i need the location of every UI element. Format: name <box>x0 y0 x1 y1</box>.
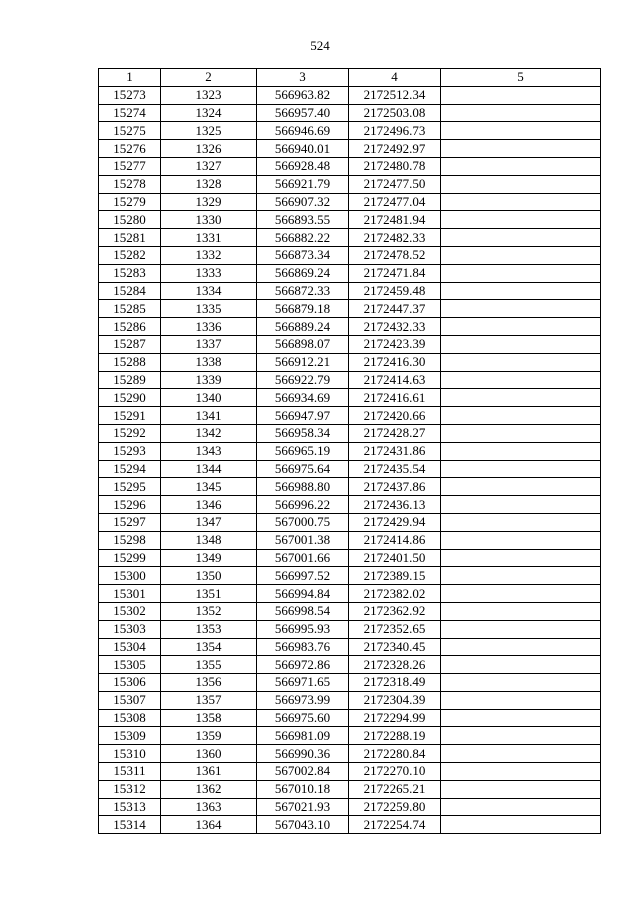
x-coordinate-cell: 566922.79 <box>257 371 349 389</box>
table-row <box>99 300 601 318</box>
x-coordinate-cell: 567002.84 <box>257 763 349 781</box>
point-number-cell: 1351 <box>161 585 257 603</box>
x-coordinate-cell: 566997.52 <box>257 567 349 585</box>
note-cell <box>441 745 601 763</box>
point-number-cell: 1349 <box>161 549 257 567</box>
table-row <box>99 229 601 247</box>
x-coordinate-cell: 566872.33 <box>257 282 349 300</box>
note-cell <box>441 211 601 229</box>
y-coordinate-cell: 2172477.04 <box>349 193 441 211</box>
note-cell <box>441 460 601 478</box>
point-number-cell: 1353 <box>161 620 257 638</box>
x-coordinate-cell: 566869.24 <box>257 264 349 282</box>
y-coordinate-cell: 2172340.45 <box>349 638 441 656</box>
x-coordinate-cell: 566998.54 <box>257 602 349 620</box>
point-number-cell: 1347 <box>161 513 257 531</box>
header-row <box>99 69 601 87</box>
point-number-cell: 1346 <box>161 496 257 514</box>
point-number-cell: 1356 <box>161 674 257 692</box>
x-coordinate-cell: 566947.97 <box>257 407 349 425</box>
note-cell <box>441 157 601 175</box>
row-number-cell: 15276 <box>99 140 161 158</box>
y-coordinate-cell: 2172477.50 <box>349 175 441 193</box>
x-coordinate-cell: 567010.18 <box>257 780 349 798</box>
table-row <box>99 727 601 745</box>
row-number-cell: 15275 <box>99 122 161 140</box>
x-coordinate-cell: 567001.38 <box>257 531 349 549</box>
note-cell <box>441 585 601 603</box>
note-cell <box>441 602 601 620</box>
note-cell <box>441 709 601 727</box>
note-cell <box>441 282 601 300</box>
table-row <box>99 353 601 371</box>
y-coordinate-cell: 2172431.86 <box>349 442 441 460</box>
point-number-cell: 1337 <box>161 335 257 353</box>
y-coordinate-cell: 2172428.27 <box>349 424 441 442</box>
x-coordinate-cell: 566965.19 <box>257 442 349 460</box>
note-cell <box>441 549 601 567</box>
x-coordinate-cell: 566963.82 <box>257 86 349 104</box>
row-number-cell: 15282 <box>99 246 161 264</box>
note-cell <box>441 816 601 834</box>
table-row <box>99 745 601 763</box>
y-coordinate-cell: 2172265.21 <box>349 780 441 798</box>
table-row <box>99 193 601 211</box>
x-coordinate-cell: 566990.36 <box>257 745 349 763</box>
y-coordinate-cell: 2172304.39 <box>349 691 441 709</box>
table-row <box>99 104 601 122</box>
table-row <box>99 638 601 656</box>
x-coordinate-cell: 566981.09 <box>257 727 349 745</box>
x-coordinate-cell: 566921.79 <box>257 175 349 193</box>
row-number-cell: 15291 <box>99 407 161 425</box>
y-coordinate-cell: 2172478.52 <box>349 246 441 264</box>
point-number-cell: 1345 <box>161 478 257 496</box>
point-number-cell: 1359 <box>161 727 257 745</box>
table-row <box>99 602 601 620</box>
note-cell <box>441 727 601 745</box>
table-row <box>99 691 601 709</box>
note-cell <box>441 140 601 158</box>
row-number-cell: 15277 <box>99 157 161 175</box>
y-coordinate-cell: 2172414.86 <box>349 531 441 549</box>
row-number-cell: 15300 <box>99 567 161 585</box>
note-cell <box>441 264 601 282</box>
point-number-cell: 1340 <box>161 389 257 407</box>
y-coordinate-cell: 2172318.49 <box>349 674 441 692</box>
note-cell <box>441 496 601 514</box>
row-number-cell: 15279 <box>99 193 161 211</box>
column-header-4: 4 <box>349 69 441 87</box>
y-coordinate-cell: 2172362.92 <box>349 602 441 620</box>
note-cell <box>441 335 601 353</box>
y-coordinate-cell: 2172482.33 <box>349 229 441 247</box>
note-cell <box>441 175 601 193</box>
table-row <box>99 371 601 389</box>
table-row <box>99 567 601 585</box>
y-coordinate-cell: 2172280.84 <box>349 745 441 763</box>
y-coordinate-cell: 2172416.61 <box>349 389 441 407</box>
point-number-cell: 1364 <box>161 816 257 834</box>
table-row <box>99 478 601 496</box>
y-coordinate-cell: 2172496.73 <box>349 122 441 140</box>
y-coordinate-cell: 2172512.34 <box>349 86 441 104</box>
y-coordinate-cell: 2172459.48 <box>349 282 441 300</box>
column-header-3: 3 <box>257 69 349 87</box>
table-row <box>99 496 601 514</box>
x-coordinate-cell: 566882.22 <box>257 229 349 247</box>
x-coordinate-cell: 566988.80 <box>257 478 349 496</box>
x-coordinate-cell: 567001.66 <box>257 549 349 567</box>
table-row <box>99 211 601 229</box>
table-body <box>99 86 601 833</box>
y-coordinate-cell: 2172382.02 <box>349 585 441 603</box>
row-number-cell: 15278 <box>99 175 161 193</box>
y-coordinate-cell: 2172288.19 <box>349 727 441 745</box>
y-coordinate-cell: 2172270.10 <box>349 763 441 781</box>
column-header-2: 2 <box>161 69 257 87</box>
point-number-cell: 1344 <box>161 460 257 478</box>
table-row <box>99 513 601 531</box>
row-number-cell: 15285 <box>99 300 161 318</box>
y-coordinate-cell: 2172471.84 <box>349 264 441 282</box>
note-cell <box>441 353 601 371</box>
y-coordinate-cell: 2172432.33 <box>349 318 441 336</box>
row-number-cell: 15296 <box>99 496 161 514</box>
row-number-cell: 15305 <box>99 656 161 674</box>
table-row <box>99 86 601 104</box>
y-coordinate-cell: 2172492.97 <box>349 140 441 158</box>
point-number-cell: 1336 <box>161 318 257 336</box>
column-header-1: 1 <box>99 69 161 87</box>
y-coordinate-cell: 2172480.78 <box>349 157 441 175</box>
table-row <box>99 620 601 638</box>
point-number-cell: 1329 <box>161 193 257 211</box>
x-coordinate-cell: 567021.93 <box>257 798 349 816</box>
y-coordinate-cell: 2172481.94 <box>349 211 441 229</box>
row-number-cell: 15304 <box>99 638 161 656</box>
x-coordinate-cell: 566995.93 <box>257 620 349 638</box>
table-row <box>99 656 601 674</box>
point-number-cell: 1330 <box>161 211 257 229</box>
note-cell <box>441 656 601 674</box>
note-cell <box>441 318 601 336</box>
x-coordinate-cell: 567000.75 <box>257 513 349 531</box>
x-coordinate-cell: 566983.76 <box>257 638 349 656</box>
note-cell <box>441 442 601 460</box>
row-number-cell: 15313 <box>99 798 161 816</box>
table-row <box>99 816 601 834</box>
note-cell <box>441 371 601 389</box>
note-cell <box>441 674 601 692</box>
row-number-cell: 15288 <box>99 353 161 371</box>
table-row <box>99 585 601 603</box>
table-row <box>99 282 601 300</box>
table-row <box>99 122 601 140</box>
row-number-cell: 15286 <box>99 318 161 336</box>
row-number-cell: 15311 <box>99 763 161 781</box>
note-cell <box>441 246 601 264</box>
table-row <box>99 460 601 478</box>
point-number-cell: 1363 <box>161 798 257 816</box>
x-coordinate-cell: 566973.99 <box>257 691 349 709</box>
note-cell <box>441 300 601 318</box>
point-number-cell: 1332 <box>161 246 257 264</box>
x-coordinate-cell: 566912.21 <box>257 353 349 371</box>
x-coordinate-cell: 566994.84 <box>257 585 349 603</box>
point-number-cell: 1324 <box>161 104 257 122</box>
row-number-cell: 15274 <box>99 104 161 122</box>
y-coordinate-cell: 2172420.66 <box>349 407 441 425</box>
point-number-cell: 1354 <box>161 638 257 656</box>
row-number-cell: 15284 <box>99 282 161 300</box>
x-coordinate-cell: 566889.24 <box>257 318 349 336</box>
point-number-cell: 1341 <box>161 407 257 425</box>
note-cell <box>441 104 601 122</box>
row-number-cell: 15299 <box>99 549 161 567</box>
x-coordinate-cell: 566879.18 <box>257 300 349 318</box>
table-row <box>99 798 601 816</box>
table-row <box>99 264 601 282</box>
y-coordinate-cell: 2172254.74 <box>349 816 441 834</box>
point-number-cell: 1357 <box>161 691 257 709</box>
table-row <box>99 549 601 567</box>
x-coordinate-cell: 566957.40 <box>257 104 349 122</box>
x-coordinate-cell: 566958.34 <box>257 424 349 442</box>
note-cell <box>441 620 601 638</box>
table-row <box>99 140 601 158</box>
note-cell <box>441 478 601 496</box>
table-row <box>99 335 601 353</box>
row-number-cell: 15310 <box>99 745 161 763</box>
y-coordinate-cell: 2172416.30 <box>349 353 441 371</box>
point-number-cell: 1342 <box>161 424 257 442</box>
point-number-cell: 1323 <box>161 86 257 104</box>
row-number-cell: 15281 <box>99 229 161 247</box>
row-number-cell: 15307 <box>99 691 161 709</box>
point-number-cell: 1348 <box>161 531 257 549</box>
x-coordinate-cell: 566893.55 <box>257 211 349 229</box>
y-coordinate-cell: 2172436.13 <box>349 496 441 514</box>
table-row <box>99 407 601 425</box>
note-cell <box>441 567 601 585</box>
point-number-cell: 1333 <box>161 264 257 282</box>
row-number-cell: 15293 <box>99 442 161 460</box>
row-number-cell: 15290 <box>99 389 161 407</box>
point-number-cell: 1362 <box>161 780 257 798</box>
point-number-cell: 1358 <box>161 709 257 727</box>
point-number-cell: 1360 <box>161 745 257 763</box>
x-coordinate-cell: 566946.69 <box>257 122 349 140</box>
x-coordinate-cell: 566971.65 <box>257 674 349 692</box>
y-coordinate-cell: 2172328.26 <box>349 656 441 674</box>
table-row <box>99 157 601 175</box>
table-header <box>99 69 601 87</box>
x-coordinate-cell: 566928.48 <box>257 157 349 175</box>
row-number-cell: 15280 <box>99 211 161 229</box>
note-cell <box>441 763 601 781</box>
point-number-cell: 1331 <box>161 229 257 247</box>
row-number-cell: 15301 <box>99 585 161 603</box>
row-number-cell: 15295 <box>99 478 161 496</box>
y-coordinate-cell: 2172435.54 <box>349 460 441 478</box>
table-row <box>99 175 601 193</box>
row-number-cell: 15303 <box>99 620 161 638</box>
point-number-cell: 1361 <box>161 763 257 781</box>
coordinates-table <box>98 68 601 834</box>
point-number-cell: 1327 <box>161 157 257 175</box>
column-header-5: 5 <box>441 69 601 87</box>
y-coordinate-cell: 2172429.94 <box>349 513 441 531</box>
row-number-cell: 15302 <box>99 602 161 620</box>
row-number-cell: 15306 <box>99 674 161 692</box>
note-cell <box>441 424 601 442</box>
note-cell <box>441 798 601 816</box>
note-cell <box>441 638 601 656</box>
note-cell <box>441 531 601 549</box>
x-coordinate-cell: 566975.60 <box>257 709 349 727</box>
row-number-cell: 15294 <box>99 460 161 478</box>
y-coordinate-cell: 2172414.63 <box>349 371 441 389</box>
point-number-cell: 1355 <box>161 656 257 674</box>
x-coordinate-cell: 566975.64 <box>257 460 349 478</box>
row-number-cell: 15314 <box>99 816 161 834</box>
row-number-cell: 15287 <box>99 335 161 353</box>
point-number-cell: 1343 <box>161 442 257 460</box>
page-number: 524 <box>310 38 330 53</box>
note-cell <box>441 780 601 798</box>
table-row <box>99 246 601 264</box>
point-number-cell: 1352 <box>161 602 257 620</box>
note-cell <box>441 407 601 425</box>
x-coordinate-cell: 566940.01 <box>257 140 349 158</box>
note-cell <box>441 122 601 140</box>
point-number-cell: 1339 <box>161 371 257 389</box>
point-number-cell: 1334 <box>161 282 257 300</box>
point-number-cell: 1335 <box>161 300 257 318</box>
y-coordinate-cell: 2172447.37 <box>349 300 441 318</box>
y-coordinate-cell: 2172401.50 <box>349 549 441 567</box>
y-coordinate-cell: 2172389.15 <box>349 567 441 585</box>
x-coordinate-cell: 566873.34 <box>257 246 349 264</box>
x-coordinate-cell: 566934.69 <box>257 389 349 407</box>
point-number-cell: 1328 <box>161 175 257 193</box>
row-number-cell: 15297 <box>99 513 161 531</box>
table-row <box>99 424 601 442</box>
point-number-cell: 1325 <box>161 122 257 140</box>
y-coordinate-cell: 2172503.08 <box>349 104 441 122</box>
y-coordinate-cell: 2172352.65 <box>349 620 441 638</box>
x-coordinate-cell: 566996.22 <box>257 496 349 514</box>
x-coordinate-cell: 566898.07 <box>257 335 349 353</box>
row-number-cell: 15309 <box>99 727 161 745</box>
row-number-cell: 15298 <box>99 531 161 549</box>
table-row <box>99 318 601 336</box>
table-row <box>99 674 601 692</box>
y-coordinate-cell: 2172437.86 <box>349 478 441 496</box>
table-row <box>99 780 601 798</box>
note-cell <box>441 229 601 247</box>
table-row <box>99 531 601 549</box>
row-number-cell: 15312 <box>99 780 161 798</box>
table-row <box>99 442 601 460</box>
y-coordinate-cell: 2172259.80 <box>349 798 441 816</box>
point-number-cell: 1350 <box>161 567 257 585</box>
x-coordinate-cell: 566972.86 <box>257 656 349 674</box>
table-row <box>99 709 601 727</box>
row-number-cell: 15308 <box>99 709 161 727</box>
note-cell <box>441 86 601 104</box>
note-cell <box>441 193 601 211</box>
row-number-cell: 15289 <box>99 371 161 389</box>
x-coordinate-cell: 566907.32 <box>257 193 349 211</box>
x-coordinate-cell: 567043.10 <box>257 816 349 834</box>
note-cell <box>441 513 601 531</box>
row-number-cell: 15292 <box>99 424 161 442</box>
note-cell <box>441 691 601 709</box>
table-row <box>99 389 601 407</box>
y-coordinate-cell: 2172294.99 <box>349 709 441 727</box>
point-number-cell: 1326 <box>161 140 257 158</box>
point-number-cell: 1338 <box>161 353 257 371</box>
table-row <box>99 763 601 781</box>
row-number-cell: 15273 <box>99 86 161 104</box>
y-coordinate-cell: 2172423.39 <box>349 335 441 353</box>
row-number-cell: 15283 <box>99 264 161 282</box>
note-cell <box>441 389 601 407</box>
